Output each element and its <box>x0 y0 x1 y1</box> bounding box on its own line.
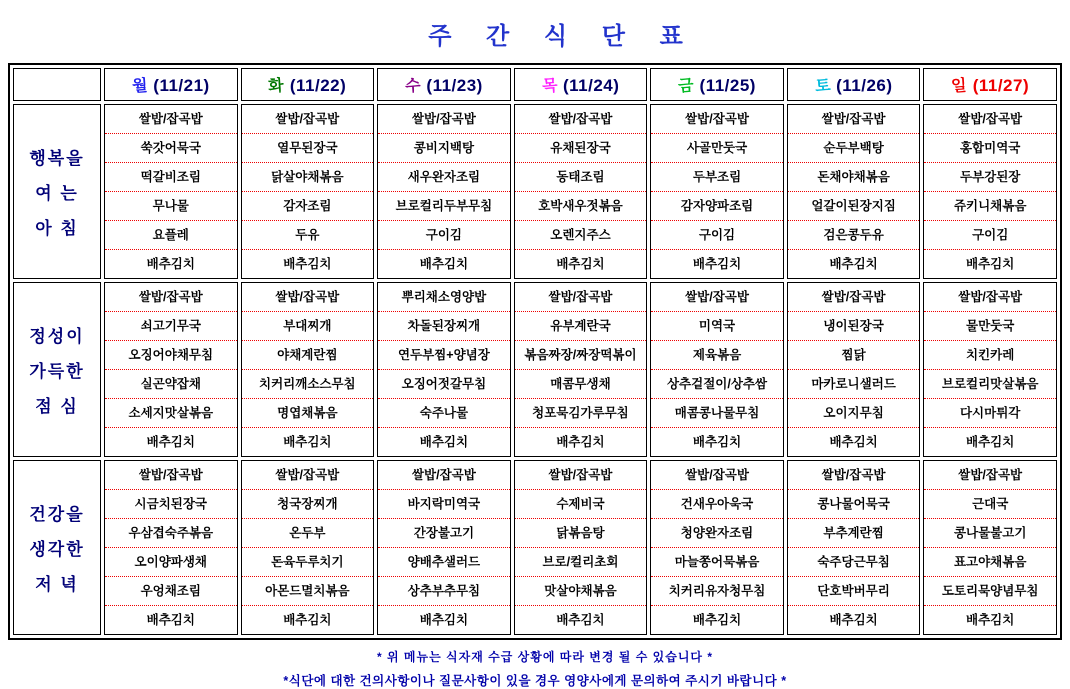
menu-item: 배추김치 <box>788 249 920 278</box>
menu-item: 도토리묵양념무침 <box>924 576 1056 605</box>
menu-item: 오이양파생채 <box>105 547 237 576</box>
menu-item: 청포묵김가루무침 <box>515 398 647 427</box>
menu-item: 매콤무생채 <box>515 369 647 398</box>
day-symbol-icon: 화 <box>267 77 285 96</box>
menu-item: 마늘쫑어묵볶음 <box>651 547 783 576</box>
menu-item: 배추김치 <box>651 427 783 456</box>
menu-item: 상추겉절이/상추쌈 <box>651 369 783 398</box>
menu-item: 시금치된장국 <box>105 489 237 518</box>
menu-item: 부추계란찜 <box>788 518 920 547</box>
day-symbol-icon: 수 <box>404 77 422 96</box>
section-row-lunch <box>13 282 1057 457</box>
day-date: (11/23) <box>426 76 483 95</box>
day-symbol-icon: 토 <box>814 77 831 96</box>
menu-item: 구이김 <box>924 220 1056 249</box>
menu-item: 마카로니샐러드 <box>788 369 920 398</box>
menu-item: 청국장찌개 <box>242 489 374 518</box>
menu-item: 콩나물어묵국 <box>788 489 920 518</box>
day-header-mon <box>104 68 238 101</box>
menu-cell-dinner-sat <box>787 460 921 635</box>
weekly-menu-table <box>8 63 1062 640</box>
section-label-dinner <box>13 460 101 635</box>
section-label-line: 점 심 <box>35 397 79 416</box>
menu-item: 미역국 <box>651 311 783 340</box>
menu-item: 얼갈이된장지짐 <box>788 191 920 220</box>
menu-cell-breakfast-sat <box>787 104 921 279</box>
menu-item: 콩나물불고기 <box>924 518 1056 547</box>
corner-cell <box>13 68 101 101</box>
menu-item: 호박새우젓볶음 <box>515 191 647 220</box>
menu-cell-dinner-tue <box>241 460 375 635</box>
menu-item: 배추김치 <box>788 605 920 634</box>
menu-item: 두부강된장 <box>924 162 1056 191</box>
menu-item: 배추김치 <box>105 605 237 634</box>
menu-item: 검은콩두유 <box>788 220 920 249</box>
menu-item: 쌀밥/잡곡밥 <box>821 290 886 304</box>
menu-item: 요플레 <box>105 220 237 249</box>
menu-cell-breakfast-mon <box>104 104 238 279</box>
section-label-line: 가득한 <box>29 362 85 381</box>
menu-item: 동태조림 <box>515 162 647 191</box>
section-label-line: 여 는 <box>35 184 79 203</box>
menu-item: 건새우아욱국 <box>651 489 783 518</box>
menu-item: 배추김치 <box>788 427 920 456</box>
menu-item: 뿌리채소영양밥 <box>401 290 487 304</box>
day-symbol-icon: 월 <box>131 77 149 96</box>
menu-item: 배추김치 <box>242 605 374 634</box>
menu-item: 콩비지백탕 <box>378 133 510 162</box>
menu-item: 두유 <box>242 220 374 249</box>
menu-item: 소세지맛살볶음 <box>105 398 237 427</box>
menu-item: 물만둣국 <box>924 311 1056 340</box>
menu-item: 오렌지주스 <box>515 220 647 249</box>
day-header-sat <box>787 68 921 101</box>
menu-item: 치킨카레 <box>924 340 1056 369</box>
day-date: (11/27) <box>972 76 1030 95</box>
section-label-line: 아 침 <box>35 219 79 238</box>
menu-cell-lunch-mon <box>104 282 238 457</box>
menu-item: 야채계란찜 <box>242 340 374 369</box>
menu-cell-lunch-fri <box>650 282 784 457</box>
menu-item: 배추김치 <box>378 605 510 634</box>
menu-cell-lunch-sat <box>787 282 921 457</box>
menu-item: 오이지무침 <box>788 398 920 427</box>
menu-item: 배추김치 <box>378 249 510 278</box>
menu-item: 찜닭 <box>788 340 920 369</box>
day-date: (11/24) <box>562 76 620 95</box>
menu-item: 쌀밥/잡곡밥 <box>275 468 340 482</box>
menu-item: 감자조림 <box>242 191 374 220</box>
menu-item: 사골만둣국 <box>651 133 783 162</box>
menu-item: 단호박버무리 <box>788 576 920 605</box>
menu-item: 구이김 <box>651 220 783 249</box>
menu-cell-breakfast-sun <box>923 104 1057 279</box>
header-row <box>13 68 1057 101</box>
footnote-change-notice: * 위 메뉴는 식자재 수급 상황에 따라 변경 될 수 있습니다 * <box>376 650 714 664</box>
menu-item: 냉이된장국 <box>788 311 920 340</box>
menu-item: 무나물 <box>105 191 237 220</box>
menu-cell-breakfast-tue <box>241 104 375 279</box>
menu-cell-dinner-fri <box>650 460 784 635</box>
menu-item: 쌀밥/잡곡밥 <box>411 468 476 482</box>
menu-item: 오징어젓갈무침 <box>378 369 510 398</box>
menu-item: 열무된장국 <box>242 133 374 162</box>
menu-item: 돈채야채볶음 <box>788 162 920 191</box>
menu-item: 돈육두루치기 <box>242 547 374 576</box>
menu-item: 배추김치 <box>924 427 1056 456</box>
menu-item: 표고야채볶음 <box>924 547 1056 576</box>
menu-item: 배추김치 <box>378 427 510 456</box>
menu-item: 연두부찜+양념장 <box>378 340 510 369</box>
menu-item: 쌀밥/잡곡밥 <box>685 112 749 126</box>
menu-item: 배추김치 <box>105 427 237 456</box>
menu-item: 유채된장국 <box>515 133 647 162</box>
menu-item: 배추김치 <box>242 427 374 456</box>
menu-cell-lunch-sun <box>923 282 1057 457</box>
menu-item: 쌀밥/잡곡밥 <box>138 112 203 126</box>
menu-item: 브로/컬리초회 <box>515 547 647 576</box>
menu-item: 청양완자조림 <box>651 518 783 547</box>
menu-cell-breakfast-wed <box>377 104 511 279</box>
section-label-breakfast <box>13 104 101 279</box>
section-label-line: 저 녁 <box>35 575 79 594</box>
menu-item: 다시마튀각 <box>924 398 1056 427</box>
day-symbol-icon: 일 <box>950 77 968 96</box>
menu-item: 양배추샐러드 <box>378 547 510 576</box>
menu-item: 닭살야채볶음 <box>242 162 374 191</box>
menu-item: 치커리깨소스무침 <box>242 369 374 398</box>
menu-item: 상추부추무침 <box>378 576 510 605</box>
menu-item: 배추김치 <box>515 427 647 456</box>
section-label-lunch <box>13 282 101 457</box>
footnote-contact-notice: *식단에 대한 건의사항이나 질문사항이 있을 경우 영양사에게 문의하여 주시기 바랍니다 * <box>283 674 787 688</box>
menu-item: 떡갈비조림 <box>105 162 237 191</box>
menu-item: 순두부백탕 <box>788 133 920 162</box>
menu-item: 온두부 <box>242 518 374 547</box>
day-header-sun <box>923 68 1057 101</box>
section-label-line: 생각한 <box>29 540 85 559</box>
menu-item: 배추김치 <box>651 249 783 278</box>
menu-item: 실곤약잡채 <box>105 369 237 398</box>
menu-cell-dinner-sun <box>923 460 1057 635</box>
day-date: (11/21) <box>153 76 210 95</box>
menu-item: 쌀밥/잡곡밥 <box>821 112 886 126</box>
menu-item: 쌀밥/잡곡밥 <box>138 290 203 304</box>
section-label-line: 건강을 <box>29 505 85 524</box>
menu-item: 명엽채볶음 <box>242 398 374 427</box>
day-date: (11/26) <box>836 76 893 95</box>
menu-item: 쑥갓어묵국 <box>105 133 237 162</box>
day-date: (11/22) <box>289 76 347 95</box>
menu-item: 쌀밥/잡곡밥 <box>685 290 749 304</box>
footnotes <box>8 648 1062 689</box>
menu-item: 숙주당근무침 <box>788 547 920 576</box>
menu-item: 배추김치 <box>242 249 374 278</box>
menu-item: 브로컬리맛살볶음 <box>924 369 1056 398</box>
menu-item: 차돌된장찌개 <box>378 311 510 340</box>
menu-cell-lunch-tue <box>241 282 375 457</box>
menu-item: 매콤콩나물무침 <box>651 398 783 427</box>
menu-item: 감자양파조림 <box>651 191 783 220</box>
menu-item: 아몬드멸치볶음 <box>242 576 374 605</box>
menu-item: 쌀밥/잡곡밥 <box>958 290 1023 304</box>
menu-item: 오징어야채무침 <box>105 340 237 369</box>
menu-cell-dinner-thu <box>514 460 648 635</box>
menu-item: 배추김치 <box>924 605 1056 634</box>
menu-cell-breakfast-fri <box>650 104 784 279</box>
menu-cell-breakfast-thu <box>514 104 648 279</box>
menu-item: 유부계란국 <box>515 311 647 340</box>
menu-item: 간장불고기 <box>378 518 510 547</box>
menu-item: 쌀밥/잡곡밥 <box>411 112 476 126</box>
day-header-thu <box>514 68 648 101</box>
menu-item: 쌀밥/잡곡밥 <box>958 112 1023 126</box>
menu-item: 부대찌개 <box>242 311 374 340</box>
menu-item: 닭볶음탕 <box>515 518 647 547</box>
menu-item: 쌀밥/잡곡밥 <box>548 112 613 126</box>
menu-item: 제육볶음 <box>651 340 783 369</box>
menu-cell-dinner-mon <box>104 460 238 635</box>
menu-item: 맛살야채볶음 <box>515 576 647 605</box>
menu-item: 배추김치 <box>651 605 783 634</box>
menu-item: 배추김치 <box>105 249 237 278</box>
menu-item: 우삼겹숙주볶음 <box>105 518 237 547</box>
menu-item: 쌀밥/잡곡밥 <box>275 112 340 126</box>
menu-cell-lunch-wed <box>377 282 511 457</box>
menu-item: 브로컬리두부무침 <box>378 191 510 220</box>
menu-item: 쌀밥/잡곡밥 <box>275 290 340 304</box>
section-label-line: 행복을 <box>29 149 85 168</box>
day-symbol-icon: 금 <box>677 77 695 96</box>
menu-item: 수제비국 <box>515 489 647 518</box>
menu-item: 쥬키니채볶음 <box>924 191 1056 220</box>
menu-item: 쌀밥/잡곡밥 <box>958 468 1023 482</box>
day-header-fri <box>650 68 784 101</box>
section-row-breakfast <box>13 104 1057 279</box>
menu-item: 숙주나물 <box>378 398 510 427</box>
menu-item: 쌀밥/잡곡밥 <box>821 468 886 482</box>
menu-item: 쇠고기무국 <box>105 311 237 340</box>
menu-item: 치커리유자청무침 <box>651 576 783 605</box>
menu-item: 바지락미역국 <box>378 489 510 518</box>
menu-item: 홍합미역국 <box>924 133 1056 162</box>
menu-item: 쌀밥/잡곡밥 <box>548 468 613 482</box>
page-title: 주 간 식 단 표 <box>428 23 697 50</box>
day-header-tue <box>241 68 375 101</box>
menu-item: 배추김치 <box>515 249 647 278</box>
menu-item: 쌀밥/잡곡밥 <box>548 290 613 304</box>
day-date: (11/25) <box>699 76 756 95</box>
section-row-dinner <box>13 460 1057 635</box>
menu-item: 새우완자조림 <box>378 162 510 191</box>
section-label-line: 정성이 <box>29 327 85 346</box>
menu-item: 우엉채조림 <box>105 576 237 605</box>
menu-item: 구이김 <box>378 220 510 249</box>
day-symbol-icon: 목 <box>541 77 558 96</box>
menu-item: 배추김치 <box>924 249 1056 278</box>
menu-item: 근대국 <box>924 489 1056 518</box>
menu-item: 쌀밥/잡곡밥 <box>138 468 203 482</box>
menu-cell-lunch-thu <box>514 282 648 457</box>
menu-item: 두부조림 <box>651 162 783 191</box>
menu-item: 배추김치 <box>515 605 647 634</box>
day-header-wed <box>377 68 511 101</box>
menu-item: 쌀밥/잡곡밥 <box>685 468 749 482</box>
menu-item: 볶음짜장/짜장떡볶이 <box>515 340 647 369</box>
menu-cell-dinner-wed <box>377 460 511 635</box>
